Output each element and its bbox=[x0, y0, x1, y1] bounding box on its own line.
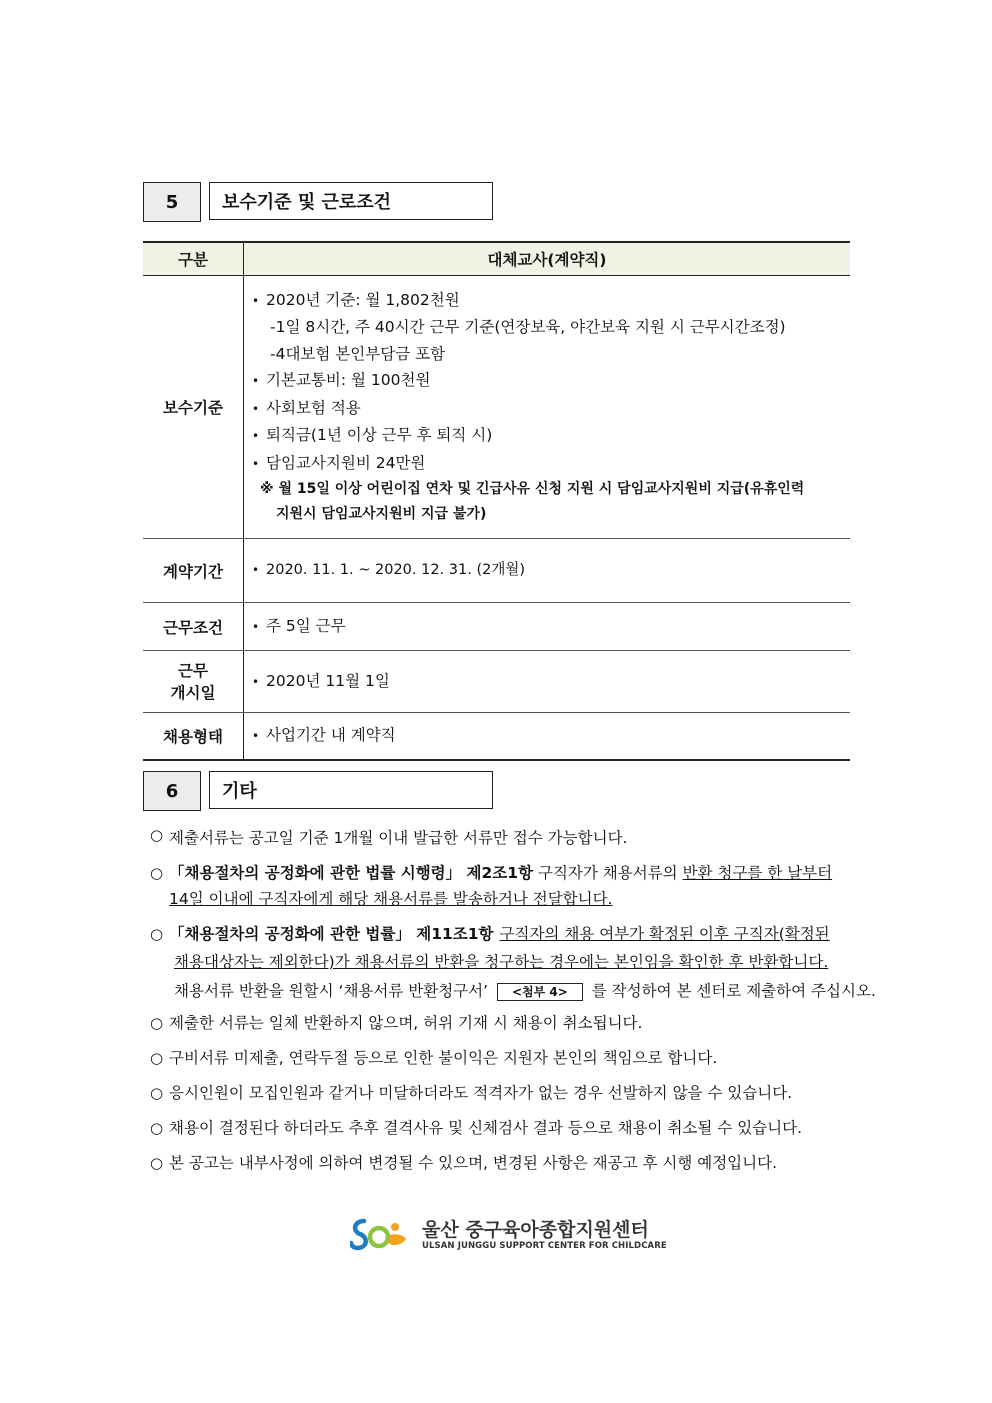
list-item bbox=[150, 1111, 860, 1146]
law-reference: 「채용절차의 공정화에 관한 법률」 제11조1항 bbox=[169, 925, 494, 943]
logo-subtitle: ULSAN JUNGGU SUPPORT CENTER FOR CHILDCARE bbox=[422, 1241, 667, 1251]
section-6-header bbox=[143, 771, 493, 811]
notice-text-underlined: 반환 청구를 한 날부터 bbox=[682, 864, 833, 882]
row-label-pay: 보수기준 bbox=[143, 276, 244, 539]
pay-note: ※ 월 15일 이상 어린이집 연차 및 긴급사유 신청 지원 시 담임교사지원비 지급(유휴인력 bbox=[260, 481, 805, 498]
notice-text-underlined: 구직자의 채용 여부가 확정된 이후 구직자(확정된 bbox=[499, 925, 830, 943]
attachment-box: <첨부 4> bbox=[497, 983, 583, 1001]
table-row-pay bbox=[143, 276, 850, 539]
list-item bbox=[150, 1006, 860, 1041]
period-value: • 2020. 11. 1. ~ 2020. 12. 31. (2개월) bbox=[252, 557, 850, 584]
start-label-line: 근무 bbox=[178, 661, 208, 680]
circle-bullet: ○ bbox=[150, 1084, 164, 1102]
table-row-condition bbox=[143, 603, 850, 651]
pay-line: • 사회보험 적용 bbox=[252, 395, 850, 423]
condition-value: • 주 5일 근무 bbox=[252, 613, 850, 641]
table-row-type bbox=[143, 713, 850, 761]
start-value: • 2020년 11월 1일 bbox=[252, 668, 850, 696]
section-5-header bbox=[143, 182, 493, 222]
row-value-condition bbox=[244, 603, 851, 651]
circle-bullet: ○ bbox=[150, 1119, 164, 1137]
table-header-row bbox=[143, 242, 850, 276]
notice-text: 응시인원이 모집인원과 같거나 미달하더라도 적격자가 없는 경우 선발하지 않을 수 있습니다. bbox=[169, 1084, 793, 1102]
pay-line: • 담임교사지원비 24만원 bbox=[252, 450, 850, 478]
circle-bullet: ○ bbox=[150, 1014, 164, 1032]
header-value: 대체교사(계약직) bbox=[244, 242, 851, 276]
row-value-start bbox=[244, 651, 851, 713]
pay-line: • 기본교통비: 월 100천원 bbox=[252, 367, 850, 395]
table-row-start bbox=[143, 651, 850, 713]
notice-text: 구비서류 미제출, 연락두절 등으로 인한 불이익은 지원자 본인의 책임으로 합니다. bbox=[169, 1049, 718, 1067]
notice-text: 구직자가 채용서류의 bbox=[533, 864, 683, 882]
circle-bullet: ○ bbox=[150, 1154, 164, 1172]
notice-text: 제출서류는 공고일 기준 1개월 이내 발급한 서류만 접수 가능합니다. bbox=[169, 829, 628, 847]
start-label-line: 개시일 bbox=[170, 683, 216, 702]
notice-text: 제출한 서류는 일체 반환하지 않으며, 허위 기재 시 채용이 취소됩니다. bbox=[169, 1014, 643, 1032]
header-category: 구분 bbox=[143, 242, 244, 276]
notice-text: 본 공고는 내부사정에 의하여 변경될 수 있으며, 변경된 사항은 재공고 후 시행 예정입니다. bbox=[169, 1154, 778, 1172]
center-logo bbox=[350, 1215, 667, 1255]
notice-text: 채용서류 반환을 원할시 ‘채용서류 반환청구서’ bbox=[174, 982, 489, 1000]
pay-line: -1일 8시간, 주 40시간 근무 기준(연장보육, 야간보육 지원 시 근무시간조정) bbox=[270, 318, 786, 337]
list-item bbox=[150, 1146, 860, 1181]
circle-bullet: ○ bbox=[150, 1049, 164, 1067]
row-value-period bbox=[244, 539, 851, 603]
circle-bullet: ○ bbox=[150, 826, 164, 844]
row-value-type bbox=[244, 713, 851, 761]
type-value: • 사업기간 내 계약직 bbox=[252, 722, 850, 750]
notices-list bbox=[150, 826, 876, 1181]
row-value-pay bbox=[244, 276, 851, 539]
notice-text-underlined: 채용대상자는 제외한다)가 채용서류의 반환을 청구하는 경우에는 본인임을 확인한 후 반환합니다. bbox=[174, 953, 829, 971]
row-label-period: 계약기간 bbox=[143, 539, 244, 603]
pay-line: • 2020년 기준: 월 1,802천원 bbox=[252, 287, 850, 315]
row-label-start bbox=[143, 651, 244, 713]
list-item bbox=[150, 1076, 860, 1111]
list-item bbox=[150, 826, 860, 854]
row-label-type: 채용형태 bbox=[143, 713, 244, 761]
pay-line: -4대보험 본인부담금 포함 bbox=[270, 344, 446, 363]
logo-mark-icon bbox=[350, 1215, 412, 1255]
pay-note: 지원시 담임교사지원비 지급 불가) bbox=[276, 506, 487, 523]
list-item bbox=[150, 920, 876, 1006]
circle-bullet: ○ bbox=[150, 864, 164, 882]
table-row-period bbox=[143, 539, 850, 603]
law-reference: 「채용절차의 공정화에 관한 법률 시행령」 제2조1항 bbox=[169, 864, 534, 882]
section-number: 5 bbox=[143, 182, 201, 222]
notice-text-underlined: 14일 이내에 구직자에게 해당 채용서류를 발송하거나 전달합니다. bbox=[169, 890, 613, 908]
notice-text: 채용이 결정된다 하더라도 추후 결격사유 및 신체검사 결과 등으로 채용이 취소될 수 있습니다. bbox=[169, 1119, 803, 1137]
notice-text: 를 작성하여 본 센터로 제출하여 주십시오. bbox=[591, 982, 876, 1000]
section-title: 보수기준 및 근로조건 bbox=[209, 182, 493, 220]
list-item bbox=[150, 1041, 860, 1076]
row-label-condition: 근무조건 bbox=[143, 603, 244, 651]
pay-line: • 퇴직금(1년 이상 근무 후 퇴직 시) bbox=[252, 422, 850, 450]
list-item bbox=[150, 860, 860, 912]
conditions-table bbox=[143, 241, 850, 761]
section-number: 6 bbox=[143, 771, 201, 811]
circle-bullet: ○ bbox=[150, 925, 164, 943]
section-title: 기타 bbox=[209, 771, 493, 809]
logo-name: 울산 중구육아종합지원센터 bbox=[422, 1219, 649, 1241]
